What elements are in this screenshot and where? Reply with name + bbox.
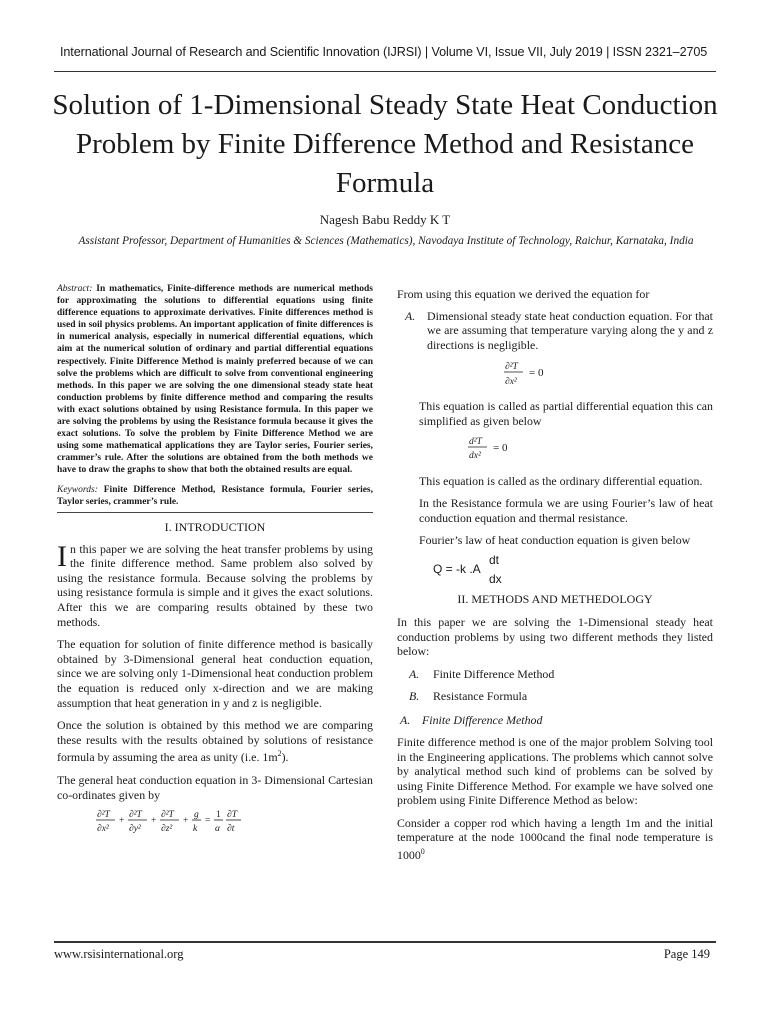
pde-description: This equation is called as partial differential equation this can simplified as given below [419,399,713,428]
keywords [57,484,373,508]
right-column [397,287,713,863]
svg-text:∂z²: ∂z² [161,824,173,835]
paper-title: Solution of 1-Dimensional Steady State Heat Conduction Problem by Finite Difference Method and Resistance Formula [52,89,718,199]
svg-text:+: + [119,816,125,827]
footer-url: www.rsisinternational.org [54,947,184,961]
journal-header: International Journal of Research and Scientific Innovation (IJRSI) | Volume VI, Issue VII, July 2019 | ISSN 2321–2705 [60,45,708,59]
intro-paragraph-3 [57,718,373,765]
svg-text:+: + [151,816,157,827]
method-item-letter: B. [409,689,420,704]
subsection-letter: A. [400,712,411,727]
superscript: 2 [277,749,282,759]
abstract-label: Abstract: [57,284,93,294]
method-item-finite-difference [397,667,713,682]
fourier-eq-numerator: dt [489,552,500,567]
ordinary-differential-equation [467,433,527,463]
intro-paragraph-2: The equation for solution of finite difference method is basically obtained by 3-Dimensional general heat conduction equation, since we are solving only 1-Dimensional heat conduction problem the equation is reduced only x-direction and we are making assumption that heat generation in y and z is negligible. [57,637,373,710]
svg-text:∂²T: ∂²T [505,362,518,373]
svg-text:= 0: = 0 [493,441,508,454]
svg-text:α: α [215,824,220,835]
method-item-letter: A. [409,666,420,681]
intro-paragraph-3-end: ). [281,750,289,765]
method-item-resistance-formula [397,689,713,704]
section-heading-introduction: I. INTRODUCTION [164,519,266,534]
keywords-rule [57,512,373,513]
intro-paragraph-4: The general heat conduction equation in 3- Dimensional Cartesian co-ordinates given by [57,772,373,802]
fdm-paragraph-2-text: Consider a copper rod which having a length 1m and the initial temperature at the node 1000cand the final node temperature is 1000 [397,815,713,863]
svg-text:1: 1 [216,810,221,821]
svg-text:=: = [205,816,211,827]
fdm-paragraph-2 [397,816,713,863]
abstract-text: In mathematics, Finite-difference methods are numerical methods for approximating the solutions to differential equations using finite difference equations to approximate derivatives. Finite differences method is used in soil physics problems. An important application of finite differences is in numerical analysis, especially in numerical differential equations, which aim at the numerical solution of ordinary and partial differential equations respectively. Finite Difference Method is mainly preferred because of we can solve the problems which are difficult to solve from conventional engineering methods. In this paper we are solving the one dimensional steady state heat conduction problems by finite difference method and comparing the results with exact solutions obtained by using Resistance formula. In this paper we are solving the problems by using the Resistance formula because it gives the exact solutions. To solve the problem by Finite Difference Method we are using some mathematical applications they are Taylor series, Fourier series, crammer’s rule. After the solutions are obtained from the both methods we have to draw the graphs to show that both the obtained results are equal. [57,284,373,476]
author-affiliation: Assistant Professor, Department of Humanities & Sciences (Mathematics), Navodaya Institute of Technology, Raichur, Karnataka, India [78,235,694,247]
method-item-label: Resistance Formula [433,689,528,704]
subsection-title: Finite Difference Method [422,712,543,727]
svg-text:+: + [183,816,189,827]
left-column [57,283,373,841]
drop-cap: I [57,539,67,573]
heat-conduction-equation [95,806,265,836]
svg-text:∂t: ∂t [227,824,235,835]
svg-text:∂²T: ∂²T [161,810,174,821]
list-item-a [397,309,713,353]
list-item-a-letter: A. [405,308,416,323]
intro-paragraph-3-text: Once the solution is obtained by this method we are comparing these results with the results obtained by solutions of resistance formula by assuming the area as unity (i.e. 1m [57,718,373,765]
svg-text:∂y²: ∂y² [129,824,141,835]
derived-equation-intro: From using this equation we derived the equation for [397,287,650,301]
intro-paragraph-1-text: n this paper we are solving the heat transfer problems by using the finite difference method. Same problem also solved by using the resistance formula. Because solving the problems by using resistance formula is simple and it gives the exact solutions. After this we are comparing results obtained by these two methods. [57,541,373,629]
keywords-label: Keywords: [57,484,98,495]
svg-text:g: g [194,810,199,821]
fourier-law-equation [429,552,713,588]
fdm-paragraph-1: Finite difference method is one of the major problem Solving tool in the Engineering applications. The problems which cannot solve by analytical method such kind of problems can be solved by using Finite Difference Method. For example we have solved one problem using Finite Difference Method as below: [397,734,713,808]
svg-text:d²T: d²T [469,436,482,447]
abstract [57,283,373,477]
method-item-label: Finite Difference Method [433,666,555,681]
partial-differential-equation [503,358,563,390]
svg-text:∂²T: ∂²T [129,810,142,821]
resistance-formula-description: In the Resistance formula we are using Fourier’s law of heat conduction equation and thermal resistance. [419,496,713,525]
svg-text:k: k [193,824,198,835]
fourier-eq-denominator: dx [489,571,502,586]
superscript: 0 [420,847,425,857]
subsection-heading-fdm [397,713,713,728]
fourier-eq-lhs: Q = -k .A [433,561,481,576]
header-rule [54,71,716,72]
svg-text:∂x²: ∂x² [505,377,517,388]
list-item-a-text: Dimensional steady state heat conduction equation. For that we are assuming that temperature varying along the y and z directions is negligible. [427,308,713,352]
page-number: Page 149 [663,947,710,961]
keywords-text: Finite Difference Method, Resistance formula, Fourier series, Taylor series, crammer’s rule. [57,484,373,507]
methods-intro: In this paper we are solving the 1-Dimensional steady heat conduction problems by using two different methods they listed below: [397,614,713,659]
svg-text:= 0: = 0 [529,367,544,380]
intro-paragraph-1 [57,539,373,630]
footer-rule [54,941,716,943]
author-name: Nagesh Babu Reddy K T [319,212,451,227]
svg-text:∂T: ∂T [227,810,237,821]
section-heading-methods: II. METHODS AND METHEDOLOGY [457,591,653,606]
ode-description: This equation is called as the ordinary differential equation. [419,473,703,488]
svg-text:dx²: dx² [469,450,481,461]
svg-text:∂²T: ∂²T [97,810,110,821]
svg-text:∂x²: ∂x² [97,824,109,835]
fourier-law-description: Fourier’s law of heat conduction equation is given below [419,533,691,548]
